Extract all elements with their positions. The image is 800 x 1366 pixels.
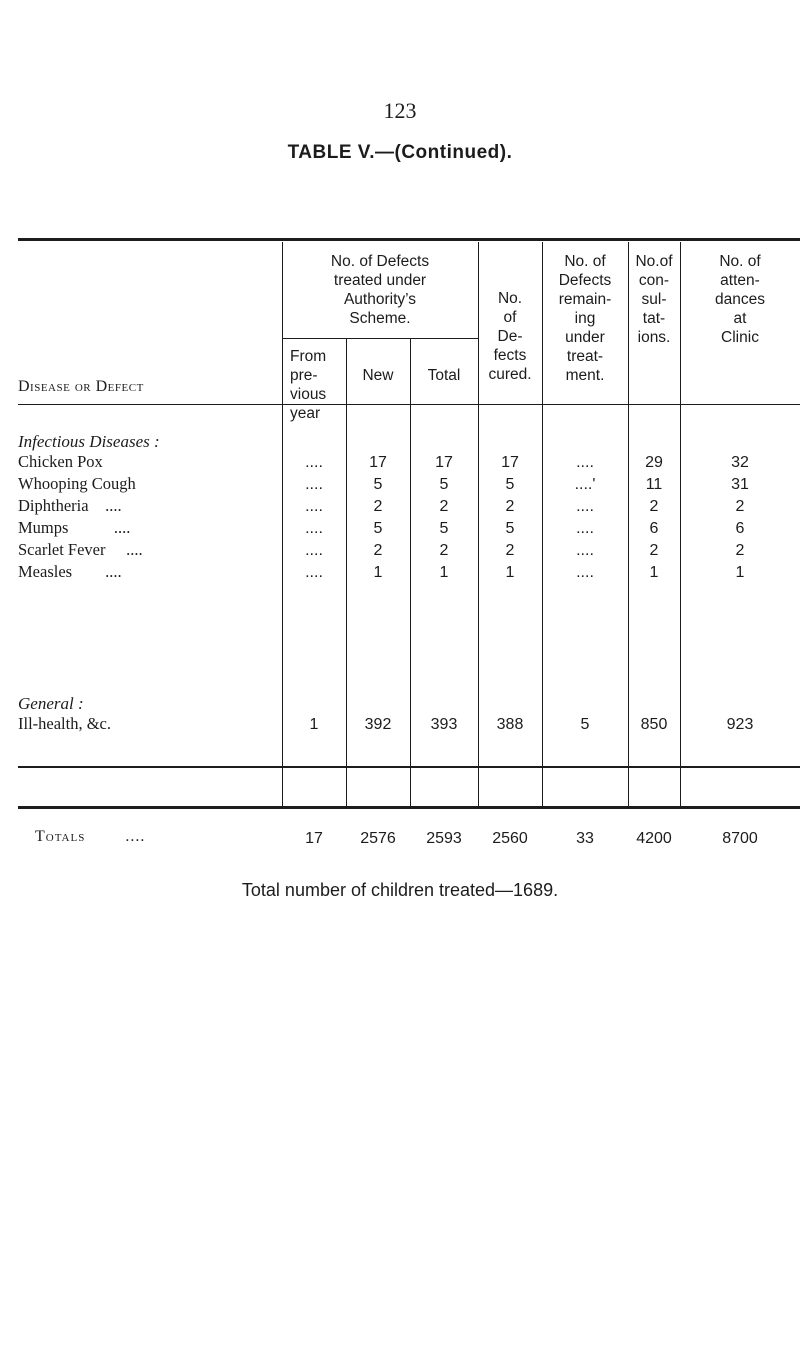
header-total: Total [427, 367, 461, 384]
cell-new: 5 [373, 520, 383, 537]
cell-consultations: 4200 [636, 830, 672, 847]
cell-total: 5 [439, 520, 449, 537]
header-from-previous-year: From pre- vious year [290, 348, 327, 422]
cell-from-previous: 1 [309, 716, 319, 733]
total-children-note: Total number of children treated—1689. [241, 880, 559, 900]
cell-cured: 2 [505, 542, 515, 559]
row-label: Chicken Pox [18, 452, 103, 471]
row-label: Scarlet Fever .... [18, 540, 143, 559]
cell-consultations: 29 [645, 454, 663, 471]
cell-consultations: 2 [649, 498, 659, 515]
cell-attendances: 8700 [722, 830, 758, 847]
header-new: New [362, 367, 394, 384]
cell-from-previous: .... [305, 520, 323, 537]
section-general: General : [18, 694, 84, 713]
cell-new: 392 [364, 716, 392, 733]
cell-cured: 2560 [492, 830, 528, 847]
cell-from-previous: .... [305, 542, 323, 559]
cell-from-previous: .... [305, 498, 323, 515]
cell-new: 2 [373, 498, 383, 515]
cell-attendances: 6 [735, 520, 745, 537]
cell-total: 5 [439, 476, 449, 493]
header-cured: No. of De- fects cured. [488, 290, 532, 383]
cell-total: 1 [439, 564, 449, 581]
cell-new: 17 [369, 454, 387, 471]
cell-remaining: 33 [576, 830, 594, 847]
cell-remaining: ....' [574, 476, 596, 493]
top-rule [18, 238, 800, 241]
cell-attendances: 923 [726, 716, 754, 733]
totals-label: Totals .... [35, 828, 146, 845]
cell-attendances: 1 [735, 564, 745, 581]
cell-new: 2 [373, 542, 383, 559]
cell-total: 2 [439, 498, 449, 515]
cell-cured: 17 [501, 454, 519, 471]
cell-remaining: 5 [580, 716, 590, 733]
cell-remaining: .... [576, 542, 594, 559]
section-infectious-diseases: Infectious Diseases : [18, 432, 160, 451]
row-label: Whooping Cough [18, 474, 136, 493]
cell-cured: 1 [505, 564, 515, 581]
cell-remaining: .... [576, 454, 594, 471]
header-consultations: No.of con- sul- tat- ions. [635, 253, 673, 346]
cell-total: 393 [430, 716, 458, 733]
cell-new: 5 [373, 476, 383, 493]
header-attendances: No. of atten- dances at Clinic [715, 253, 765, 346]
cell-from-previous: 17 [305, 830, 323, 847]
cell-from-previous: .... [305, 564, 323, 581]
cell-new: 2576 [360, 830, 396, 847]
cell-cured: 5 [505, 520, 515, 537]
bottom-rule [18, 806, 800, 809]
cell-consultations: 11 [645, 476, 663, 493]
header-subdivider [282, 338, 478, 339]
cell-attendances: 32 [731, 454, 749, 471]
cell-consultations: 6 [649, 520, 659, 537]
totals-rule [18, 766, 800, 768]
cell-attendances: 2 [735, 498, 745, 515]
cell-total: 17 [435, 454, 453, 471]
cell-consultations: 2 [649, 542, 659, 559]
cell-from-previous: .... [305, 476, 323, 493]
row-label: Ill-health, &c. [18, 714, 112, 733]
header-remaining: No. of Defects remain- ing under treat- ment. [558, 253, 612, 384]
cell-attendances: 31 [731, 476, 749, 493]
cell-cured: 5 [505, 476, 515, 493]
cell-remaining: .... [576, 564, 594, 581]
cell-total: 2593 [426, 830, 462, 847]
cell-cured: 2 [505, 498, 515, 515]
header-disease-or-defect: Disease or Defect [18, 378, 144, 395]
cell-remaining: .... [576, 498, 594, 515]
cell-consultations: 1 [649, 564, 659, 581]
cell-remaining: .... [576, 520, 594, 537]
header-treated-under-scheme: No. of Defects treated under Authority’s Scheme. [330, 253, 430, 327]
cell-new: 1 [373, 564, 383, 581]
header-bottom-rule [18, 404, 800, 405]
row-label: Diphtheria .... [18, 496, 122, 515]
cell-from-previous: .... [305, 454, 323, 471]
row-label: Mumps .... [18, 518, 131, 537]
page-number: 123 [383, 98, 417, 123]
cell-cured: 388 [496, 716, 524, 733]
cell-total: 2 [439, 542, 449, 559]
row-label: Measles .... [18, 562, 122, 581]
table-title: TABLE V.—(Continued). [287, 142, 513, 163]
cell-consultations: 850 [640, 716, 668, 733]
cell-attendances: 2 [735, 542, 745, 559]
